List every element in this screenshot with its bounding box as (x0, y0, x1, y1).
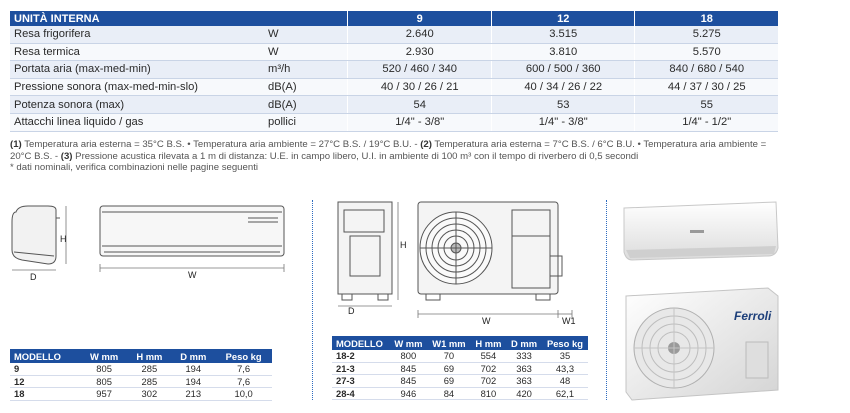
outdoor-dim-w1: W1 (562, 316, 576, 326)
outdoor-cell: 69 (427, 362, 470, 375)
indoor-cell: 805 (81, 363, 128, 375)
outdoor-dim-d: D (348, 306, 355, 316)
outdoor-cell: 800 (389, 350, 427, 362)
note-2-tag: (2) (420, 139, 432, 150)
outdoor-cell: 845 (389, 375, 427, 388)
table-row (332, 375, 588, 388)
spec-header-model: 9 (348, 11, 492, 26)
spec-label: Resa frigorifera (10, 26, 264, 43)
spec-label: Potenza sonora (max) (10, 96, 264, 114)
section-divider (312, 200, 313, 400)
table-row (10, 363, 272, 375)
spec-row (10, 43, 778, 61)
spec-unit: W (264, 26, 348, 43)
outdoor-cell: 420 (506, 387, 542, 400)
spec-row (10, 96, 778, 114)
indoor-cell: 194 (171, 363, 215, 375)
indoor-side-view (12, 206, 60, 264)
table-row (10, 388, 272, 401)
indoor-col-header: MODELLO (10, 349, 81, 363)
indoor-col-header: Peso kg (215, 349, 272, 363)
spec-unit: dB(A) (264, 78, 348, 96)
indoor-front-view (100, 206, 284, 256)
outdoor-model: 27-3 (332, 375, 389, 388)
spec-value: 55 (635, 96, 778, 114)
outdoor-cell: 702 (471, 375, 507, 388)
note-1-tag: (1) (10, 139, 22, 150)
outdoor-model: 28-4 (332, 387, 389, 400)
indoor-model: 12 (10, 375, 81, 388)
spec-value: 1/4" - 3/8" (348, 113, 492, 131)
outdoor-col-header: MODELLO (332, 336, 389, 350)
indoor-cell: 957 (81, 388, 128, 401)
outdoor-cell: 43,3 (542, 362, 588, 375)
note-nominal: * dati nominali, verifica combinazioni nelle pagine seguenti (10, 162, 258, 173)
spec-value: 2.640 (348, 26, 492, 43)
outdoor-cell: 70 (427, 350, 470, 362)
indoor-unit-drawing (8, 198, 298, 290)
indoor-dim-d: D (30, 272, 37, 282)
outdoor-side-view (338, 202, 392, 300)
outdoor-col-header: H mm (471, 336, 507, 350)
spec-value: 5.570 (635, 43, 778, 61)
indoor-col-header: W mm (81, 349, 128, 363)
spec-value: 40 / 30 / 26 / 21 (348, 78, 492, 96)
outdoor-front-view (418, 202, 562, 300)
spec-value: 54 (348, 96, 492, 114)
outdoor-dimensions-table (332, 336, 588, 400)
brand-logo-text: Ferroli (734, 309, 772, 323)
note-2-text: Temperatura aria esterna = 7°C B.S. / 6°C B.U. • Temperatura aria ambiente = 20°C B.S. - (10, 139, 767, 162)
spec-value: 3.810 (491, 43, 635, 61)
spec-row (10, 113, 778, 131)
spec-value: 40 / 34 / 26 / 22 (491, 78, 635, 96)
outdoor-unit-photo (618, 282, 784, 410)
spec-label: Resa termica (10, 43, 264, 61)
indoor-cell: 213 (171, 388, 215, 401)
indoor-unit-photo (618, 198, 782, 268)
outdoor-cell: 946 (389, 387, 427, 400)
outdoor-dim-w: W (482, 316, 491, 326)
spec-value: 520 / 460 / 340 (348, 61, 492, 79)
outdoor-cell: 48 (542, 375, 588, 388)
indoor-table-header (10, 349, 272, 363)
spec-value: 1/4" - 3/8" (491, 113, 635, 131)
spec-value: 53 (491, 96, 635, 114)
spec-header-row (10, 11, 778, 26)
spec-row (10, 78, 778, 96)
spec-unit: m³/h (264, 61, 348, 79)
spec-unit: pollici (264, 113, 348, 131)
indoor-model: 9 (10, 363, 81, 375)
spec-label: Pressione sonora (max-med-min-slo) (10, 78, 264, 96)
spec-header-unit (264, 11, 348, 26)
indoor-cell: 194 (171, 375, 215, 388)
footnotes (10, 139, 790, 174)
outdoor-cell: 845 (389, 362, 427, 375)
spec-label: Portata aria (max-med-min) (10, 61, 264, 79)
spec-unit: W (264, 43, 348, 61)
spec-value: 2.930 (348, 43, 492, 61)
outdoor-col-header: W mm (389, 336, 427, 350)
spec-value: 1/4" - 1/2" (635, 113, 778, 131)
outdoor-cell: 363 (506, 362, 542, 375)
table-row (332, 362, 588, 375)
indoor-cell: 285 (127, 375, 171, 388)
indoor-col-header: H mm (127, 349, 171, 363)
outdoor-model: 21-3 (332, 362, 389, 375)
indoor-dimensions-table (10, 349, 272, 401)
indoor-dim-h: H (60, 234, 67, 244)
spec-header-model: 18 (635, 11, 778, 26)
outdoor-col-header: W1 mm (427, 336, 470, 350)
note-3-tag: (3) (60, 150, 73, 162)
spec-header-model: 12 (491, 11, 635, 26)
outdoor-cell: 35 (542, 350, 588, 362)
spec-row (10, 26, 778, 43)
spec-value: 44 / 37 / 30 / 25 (635, 78, 778, 96)
table-row (332, 350, 588, 362)
indoor-col-header: D mm (171, 349, 215, 363)
outdoor-model: 18-2 (332, 350, 389, 362)
outdoor-table-header (332, 336, 588, 350)
spec-label: Attacchi linea liquido / gas (10, 113, 264, 131)
spec-value: 3.515 (491, 26, 635, 43)
indoor-model: 18 (10, 388, 81, 401)
outdoor-col-header: D mm (506, 336, 542, 350)
section-divider (606, 200, 607, 400)
spec-value: 600 / 500 / 360 (491, 61, 635, 79)
indoor-cell: 302 (127, 388, 171, 401)
outdoor-dim-h: H (400, 240, 407, 250)
spec-value: 840 / 680 / 540 (635, 61, 778, 79)
outdoor-col-header: Peso kg (542, 336, 588, 350)
indoor-cell: 805 (81, 375, 128, 388)
table-row (10, 375, 272, 388)
outdoor-cell: 363 (506, 375, 542, 388)
table-row (332, 387, 588, 400)
outdoor-unit-drawing (326, 196, 602, 326)
outdoor-cell: 702 (471, 362, 507, 375)
outdoor-cell: 62,1 (542, 387, 588, 400)
spec-header-title: UNITÀ INTERNA (10, 11, 264, 26)
spec-table (10, 11, 778, 132)
spec-unit: dB(A) (264, 96, 348, 114)
indoor-cell: 7,6 (215, 375, 272, 388)
note-3-text: Pressione acustica rilevata a 1 m di distanza: U.E. in campo libero, U.I. in ambiente di 100 m³ con il tempo di riverbero di 0,5 secondi (72, 150, 639, 162)
outdoor-cell: 69 (427, 375, 470, 388)
indoor-cell: 10,0 (215, 388, 272, 401)
outdoor-cell: 84 (427, 387, 470, 400)
outdoor-cell: 554 (471, 350, 507, 362)
indoor-cell: 285 (127, 363, 171, 375)
spec-row (10, 61, 778, 79)
note-1-text: Temperatura aria esterna = 35°C B.S. • Temperatura aria ambiente = 27°C B.S. / 19°C B.U. - (21, 139, 421, 150)
indoor-dim-w: W (188, 270, 197, 280)
spec-value: 5.275 (635, 26, 778, 43)
outdoor-cell: 810 (471, 387, 507, 400)
indoor-cell: 7,6 (215, 363, 272, 375)
outdoor-cell: 333 (506, 350, 542, 362)
